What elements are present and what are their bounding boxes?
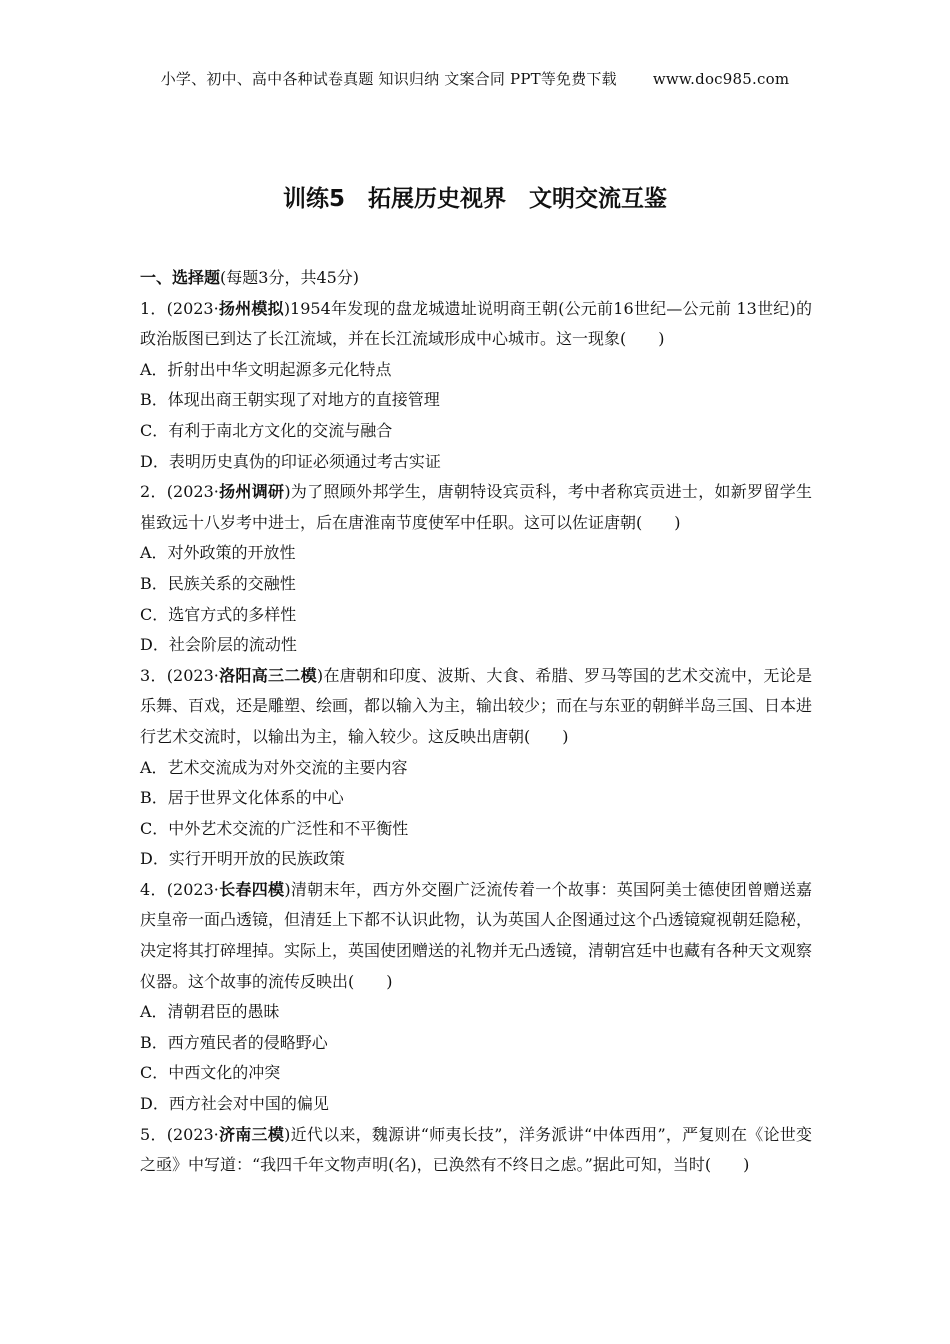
question-source-prefix: (2023· <box>166 1124 219 1144</box>
question-number: 1． <box>140 298 167 318</box>
header-site: www.doc985.com <box>652 70 790 88</box>
option-b: B．民族关系的交融性 <box>140 573 296 593</box>
question-number: 2． <box>140 482 167 502</box>
question-source: 洛阳高三二模 <box>218 665 317 685</box>
option-a: A．对外政策的开放性 <box>140 543 296 563</box>
page-title: 训练5 拓展历史视界 文明交流互鉴 <box>282 186 667 212</box>
section-heading-label: 一、选择题 <box>140 268 221 287</box>
option-a: A．清朝君臣的愚昧 <box>140 1002 280 1022</box>
question-stem <box>140 875 812 997</box>
question-number: 5． <box>140 1124 167 1144</box>
option-c: C．选官方式的多样性 <box>140 604 297 624</box>
option-d: D．实行开明开放的民族政策 <box>140 849 345 869</box>
question-stem <box>140 1120 812 1181</box>
question-stem <box>140 661 812 753</box>
option-d: D．西方社会对中国的偏见 <box>140 1094 329 1114</box>
question-list <box>140 263 812 1181</box>
question-source-prefix: (2023· <box>166 482 219 502</box>
question-2 <box>140 477 812 661</box>
question-source: 济南三模 <box>218 1124 285 1144</box>
option-c: C．有利于南北方文化的交流与融合 <box>140 420 393 440</box>
question-1 <box>140 294 812 478</box>
question-source-prefix: (2023· <box>166 879 219 899</box>
option-b: B．体现出商王朝实现了对地方的直接管理 <box>140 390 440 410</box>
page-header <box>0 68 950 89</box>
question-text: )为了照顾外邦学生，唐朝特设宾贡科，考中者称宾贡进士，如新罗留学生崔致远十八岁考中进士，后在唐淮南节度使军中任职。这可以佐证唐朝( ) <box>140 482 812 532</box>
header-text: 小学、初中、高中各种试卷真题 知识归纳 文案合同 PPT等免费下载 <box>160 70 617 88</box>
option-b: B．西方殖民者的侵略野心 <box>140 1032 328 1052</box>
question-4 <box>140 875 812 1120</box>
question-5 <box>140 1120 812 1181</box>
question-text: )1954年发现的盘龙城遗址说明商王朝(公元前16世纪—公元前 13世纪)的政治版图已到达了长江流域，并在长江流域形成中心城市。这一现象( ) <box>140 298 812 349</box>
question-number: 3． <box>140 665 167 685</box>
section-heading <box>140 263 812 294</box>
option-c: C．中西文化的冲突 <box>140 1063 281 1083</box>
option-a: A．艺术交流成为对外交流的主要内容 <box>140 757 408 777</box>
option-d: D．表明历史真伪的印证必须通过考古实证 <box>140 451 441 471</box>
option-c: C．中外艺术交流的广泛性和不平衡性 <box>140 818 409 838</box>
question-text: )近代以来，魏源讲“师夷长技”，洋务派讲“中体西用”，严复则在《论世变之亟》中写道：“我四千年文物声明(名)，已涣然有不终日之虑。”据此可知，当时( ) <box>140 1124 812 1175</box>
question-source: 长春四模 <box>218 879 285 899</box>
question-source: 扬州模拟 <box>218 298 284 318</box>
option-d: D．社会阶层的流动性 <box>140 635 297 655</box>
question-text: )清朝末年，西方外交圈广泛流传着一个故事：英国阿美士德使团曾赠送嘉庆皇帝一面凸透镜，但清廷上下都不认识此物，认为英国人企图通过这个凸透镜窥视朝廷隐秘，决定将其打碎埋掉。实际上，英国使团赠送的礼物并无凸透镜，清朝宫廷中也藏有各种天文观察仪器。这个故事的流传反映出( ) <box>140 879 813 991</box>
question-source-prefix: (2023· <box>166 298 219 318</box>
option-a: A．折射出中华文明起源多元化特点 <box>140 359 392 379</box>
section-heading-note: (每题3分，共45分) <box>220 268 360 287</box>
question-number: 4． <box>140 879 167 899</box>
option-b: B．居于世界文化体系的中心 <box>140 788 344 808</box>
question-text: )在唐朝和印度、波斯、大食、希腊、罗马等国的艺术交流中，无论是乐舞、百戏，还是雕塑、绘画，都以输入为主，输出较少；而在与东亚的朝鲜半岛三国、日本进行艺术交流时，以输出为主，输入较少。这反映出唐朝( ) <box>140 665 813 746</box>
question-source-prefix: (2023· <box>166 665 219 685</box>
question-stem <box>140 294 812 355</box>
question-3 <box>140 661 812 875</box>
question-source: 扬州调研 <box>218 482 285 502</box>
question-stem <box>140 477 812 538</box>
